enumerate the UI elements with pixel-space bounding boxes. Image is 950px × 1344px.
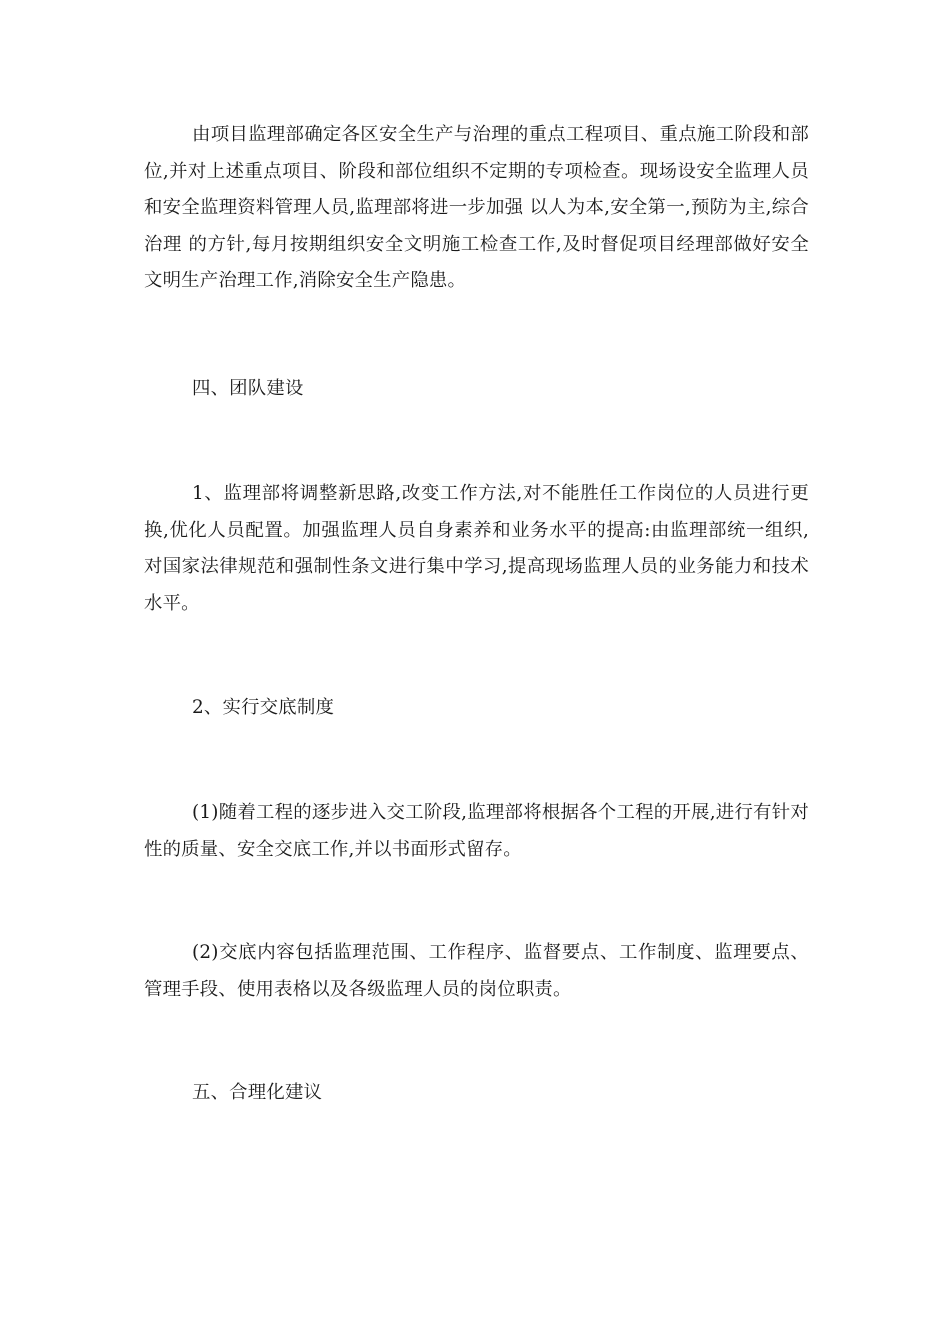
paragraph-briefing-content: (2)交底内容包括监理范围、工作程序、监督要点、工作制度、监理要点、管理手段、使用表格以及各级监理人员的岗位职责。	[144, 942, 809, 1000]
section-heading-team-building: 四、团队建设	[192, 378, 304, 399]
subheading-briefing-system: 2、实行交底制度	[192, 697, 335, 718]
paragraph-briefing-progress: (1)随着工程的逐步进入交工阶段,监理部将根据各个工程的开展,进行有针对性的质量、安全交底工作,并以书面形式留存。	[144, 802, 809, 860]
section-heading-suggestions: 五、合理化建议	[192, 1082, 323, 1103]
paragraph-team-adjustment: 1、监理部将调整新思路,改变工作方法,对不能胜任工作岗位的人员进行更换,优化人员配置。加强监理人员自身素养和业务水平的提高:由监理部统一组织,对国家法律规范和强制性条文进行集中学习,提高现场监理人员的业务能力和技术水平。	[144, 483, 809, 614]
paragraph-safety-inspection: 由项目监理部确定各区安全生产与治理的重点工程项目、重点施工阶段和部位,并对上述重点项目、阶段和部位组织不定期的专项检查。现场设安全监理人员和安全监理资料管理人员,监理部将进一步加强 以人为本,安全第一,预防为主,综合治理 的方针,每月按期组织安全文明施工检查工作,及时督促项目经理部做好安全文明生产治理工作,消除安全生产隐患。	[144, 124, 809, 292]
